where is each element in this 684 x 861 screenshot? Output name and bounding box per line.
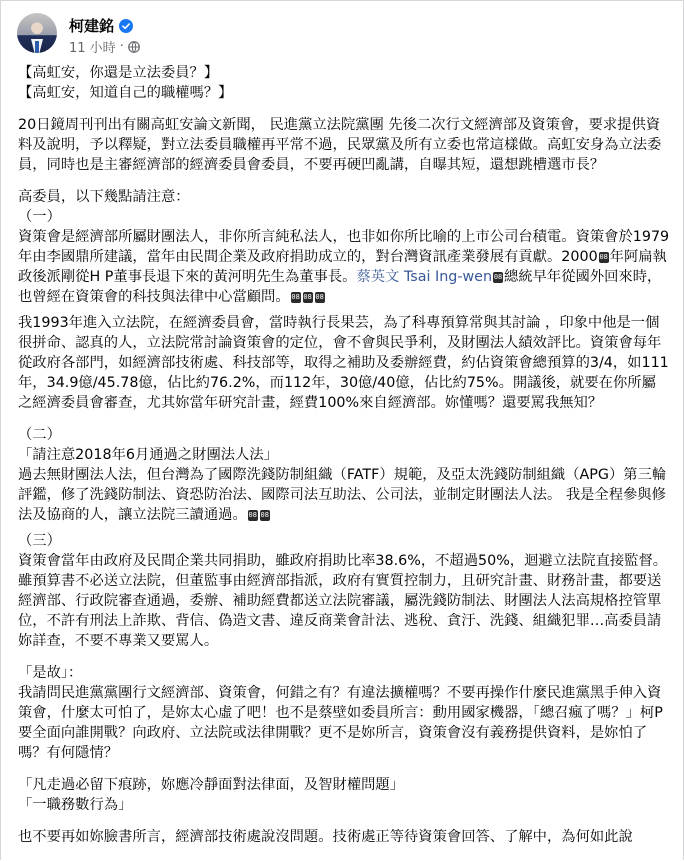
author-avatar[interactable]	[17, 13, 57, 53]
verified-badge-icon	[119, 19, 133, 33]
emoji-icon: 08	[599, 252, 608, 261]
spacer	[18, 175, 670, 187]
emoji-icon: 08	[260, 510, 269, 519]
section-1-heading: （一）	[18, 209, 61, 225]
emoji-icon: 08	[493, 272, 503, 281]
avatar-tie	[35, 41, 39, 53]
public-globe-icon	[128, 41, 140, 53]
emoji-icon: 08	[303, 292, 312, 301]
title-line-2: 【高虹安，知道自己的職權嗎？】	[18, 85, 233, 101]
emoji-icon: 08	[248, 510, 257, 519]
quote-line-1: 「凡走過必留下痕跡，妳應冷靜面對法律面，及智財權問題」	[18, 777, 405, 793]
post-meta	[69, 37, 140, 56]
section-2-text: 過去無財團法人法，但台灣為了國際洗錢防制組織（FATF）規範，及亞太洗錢防制組織（APG）第三輪評鑑，修了洗錢防制法、資恐防治法、國際司法互助法、公司法，並制定財團法人法。 我是全程參與修法及協商的人，讓立法院三讀通過。	[18, 467, 667, 523]
intro-paragraph: 20日鏡周刊刊出有關高虹安論文新聞， 民進黨立法院黨團 先後二次行文經濟部及資策會，要求提供資料及說明，予以釋疑，對立法委員職權再平常不過，民眾黨及所有立委也常這樣做。高虹安身為立法委員，同時也是主審經濟部的經濟委員會委員，不要再硬凹亂講，自曝其短，還想跳槽選市長？	[18, 117, 662, 173]
spacer	[18, 103, 670, 115]
section-1-paragraph-2: 我1993年進入立法院，在經濟委員會，當時執行長果芸，為了科專預算常與其討論 ，印象中他是一個很拼命、認真的人，立法院常討論資策會的定位，會不會與民爭利，及財團法人績效評比。資策會每年從政府各部門，如經濟部技術處、科技部等，取得之補助及委辦經費，約佔資策會總預算的3/4，如111年，34.9億/45.78億，佔比約76.2%，而112年，30億/40億，佔比約75%。開議後，就要在你所屬之經濟委員會審查，尤其妳當年研究計畫，經費100%來自經濟部。妳懂嗎？還要罵我無知？	[18, 315, 669, 411]
mention-link[interactable]: 蔡英文 Tsai Ing-wen	[356, 269, 493, 285]
section-3-paragraph: 資策會當年由政府及民間企業共同捐助，雖政府捐助比率38.6%，不超過50%，迴避立法院直接監督。雖預算書不必送立法院，但董監事由經濟部指派，政府有實質控制力，且研究計畫、財務計畫，都要送經濟部、行政院審查通過，委辦、補助經費都送立法院審議，屬洗錢防制法、財團法人法高規格控管單位，不許有刑法上詐欺、背信、偽造文書、違反商業會計法、逃稅、貪汙、洗錢、組織犯罪…高委員請妳詳查，不要不專業又要罵人。	[18, 553, 668, 649]
section-1-text-c: 總統早年從國外回來時，也曾經在資策會的科技與法律中心當顧問。	[18, 269, 662, 305]
conclusion-heading: 「是故」：	[18, 665, 83, 681]
last-line: 也不要再如妳臉書所言，經濟部技術處說沒問題。技術處正等待資策會回答、了解中，為何如此說	[18, 829, 633, 845]
section-1-paragraph	[18, 227, 670, 307]
spacer	[18, 413, 670, 425]
author-name[interactable]: 柯建銘	[69, 17, 115, 35]
spacer	[18, 763, 670, 775]
section-1-text-b: 年阿扁執政後派剛從H P董事長退下來的黃河明先生為董事長。	[18, 249, 667, 285]
spacer	[18, 651, 670, 663]
post-body	[18, 63, 670, 847]
emoji-icon: 08	[291, 292, 300, 301]
section-2-paragraph	[18, 465, 670, 525]
author-line	[69, 15, 133, 36]
emoji-icon: 08	[315, 292, 324, 301]
lead-line: 高委員，以下幾點請注意：	[18, 189, 190, 205]
section-3-heading: （三）	[18, 533, 61, 549]
meta-separator: ·	[119, 39, 124, 54]
spacer	[18, 815, 670, 827]
section-2-heading: （二）	[18, 427, 61, 443]
quote-line-2: 「一職務數行為」	[18, 797, 133, 813]
conclusion-paragraph: 我請問民進黨黨團行文經濟部、資策會，何錯之有？有違法擴權嗎？不要再操作什麼民進黨黑手伸入資策會，什麼太可怕了，是妳太心虛了吧！也不是蔡壁如委員所言：動用國家機器，「總召瘋了嗎？」柯P要全面向誰開戰？向政府、立法院或法律開戰？更不是妳所言，資策會沒有義務提供資料，是妳怕了嗎？有何隱情？	[18, 685, 663, 761]
section-2-quote: 「請注意2018年6月通過之財團法人法」	[18, 447, 278, 463]
section-1-text-a: 資策會是經濟部所屬財團法人，非你所言純私法人，也非如你所比喻的上市公司台積電。資策會於1979年由李國鼎所建議，當年由民間企業及政府捐助成立的，對台灣資訊產業發展有貢獻。2000	[18, 229, 670, 265]
title-line-1: 【高虹安，你還是立法委員？】	[18, 65, 219, 81]
post-timestamp[interactable]: 11 小時	[69, 41, 116, 56]
